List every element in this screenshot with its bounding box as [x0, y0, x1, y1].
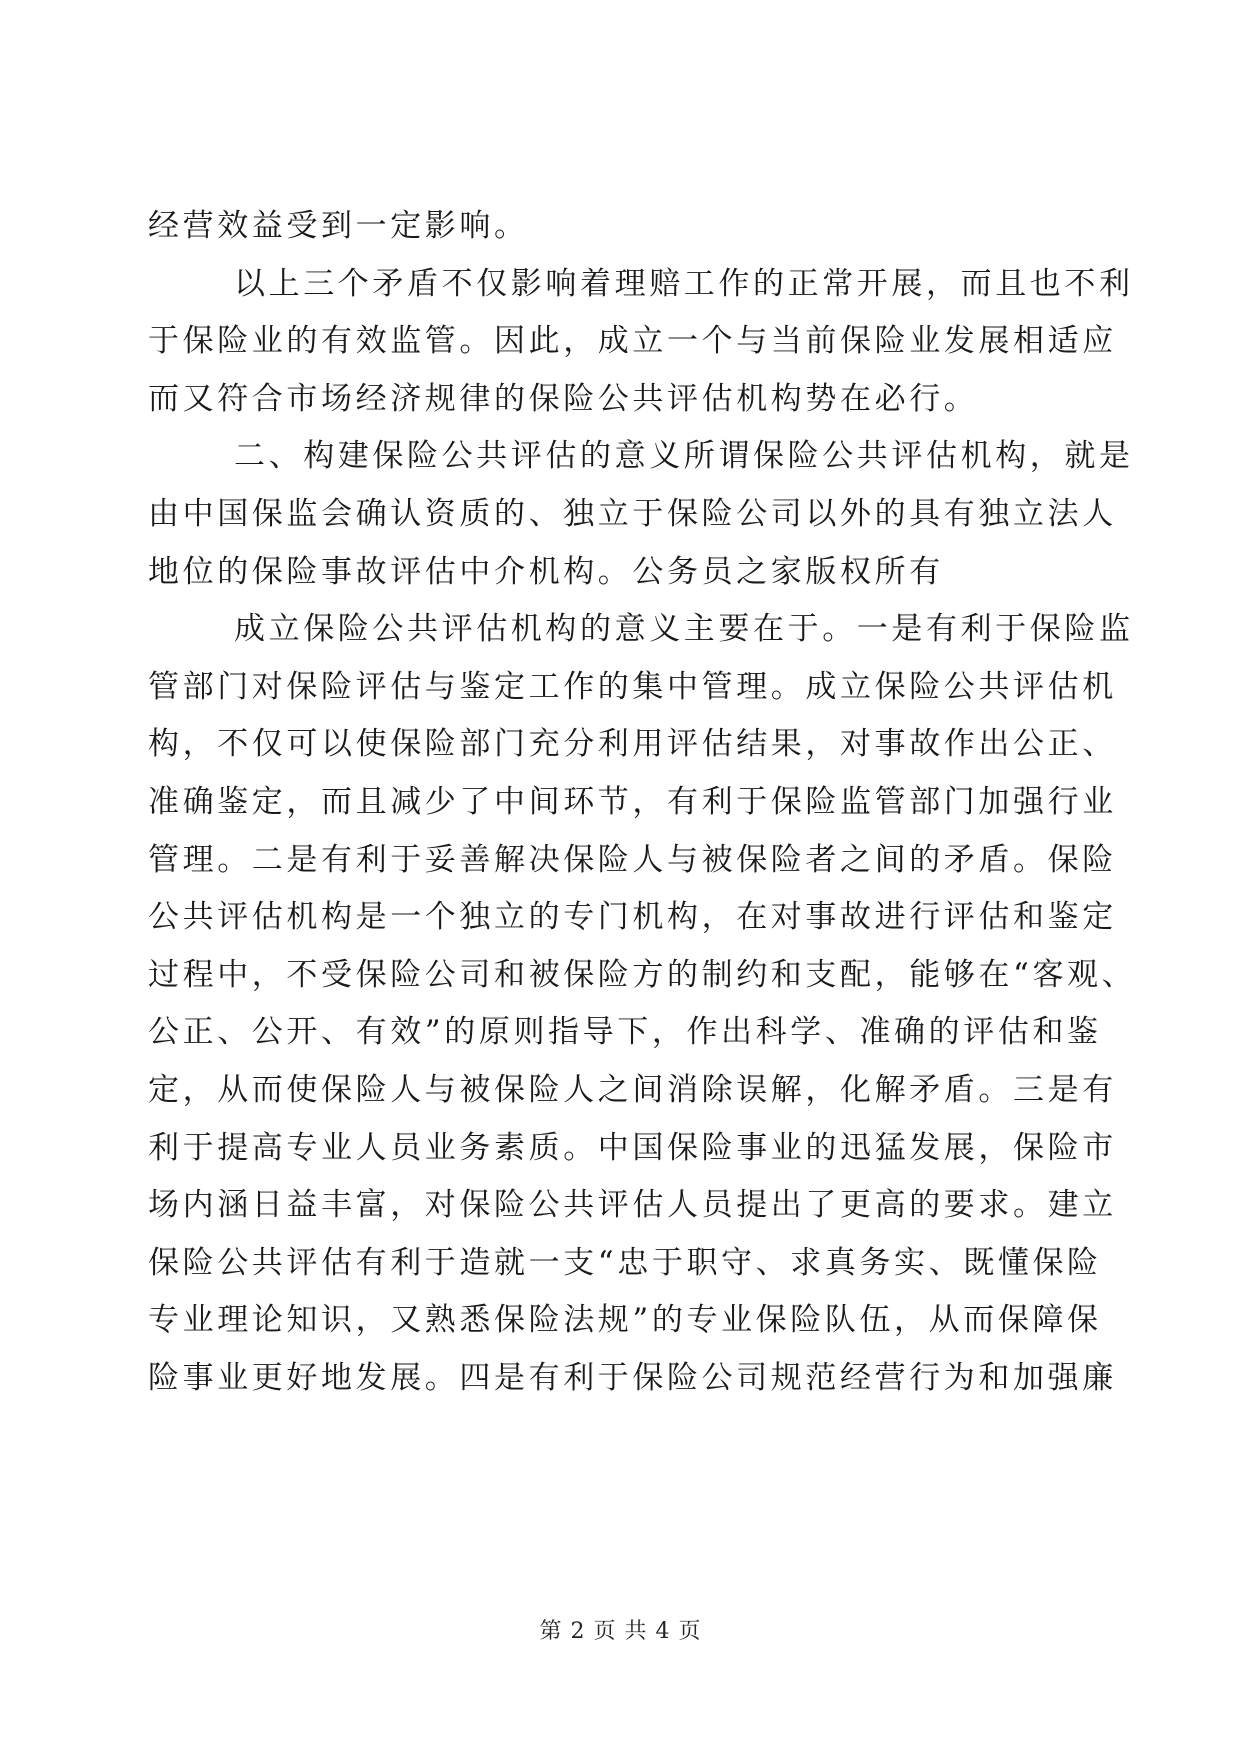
text-line: 于保险业的有效监管。因此，成立一个与当前保险业发展相适应 [148, 323, 1117, 360]
text-line: 过程中，不受保险公司和被保险方的制约和支配，能够在“客观、 [148, 956, 1137, 993]
text-line: 经营效益受到一定影响。 [148, 208, 529, 244]
text-line: 利于提高专业人员业务素质。中国保险事业的迅猛发展，保险市 [148, 1129, 1117, 1166]
page-number-footer: 第 2 页 共 4 页 [539, 1619, 702, 1644]
text-line: 而又符合市场经济规律的保险公共评估机构势在必行。 [148, 380, 979, 417]
text-line: 由中国保监会确认资质的、独立于保险公司以外的具有独立法人 [148, 495, 1117, 532]
paragraph-first-line: 二、构建保险公共评估的意义所谓保险公共评估机构，就是 [234, 438, 1134, 475]
text-line: 准确鉴定，而且减少了中间环节，有利于保险监管部门加强行业 [148, 783, 1117, 820]
text-line: 管部门对保险评估与鉴定工作的集中管理。成立保险公共评估机 [148, 668, 1117, 705]
text-line: 公共评估机构是一个独立的专门机构，在对事故进行评估和鉴定 [148, 899, 1117, 936]
text-line: 公正、公开、有效”的原则指导下，作出科学、准确的评估和鉴 [148, 1014, 1102, 1051]
text-line: 管理。二是有利于妥善解决保险人与被保险者之间的矛盾。保险 [148, 841, 1117, 878]
text-line: 场内涵日益丰富，对保险公共评估人员提出了更高的要求。建立 [148, 1187, 1117, 1224]
text-line: 定，从而使保险人与被保险人之间消除误解，化解矛盾。三是有 [148, 1071, 1117, 1108]
text-line: 构，不仅可以使保险部门充分利用评估结果，对事故作出公正、 [148, 726, 1117, 763]
text-line: 地位的保险事故评估中介机构。公务员之家版权所有 [148, 553, 944, 590]
text-line: 专业理论知识，又熟悉保险法规”的专业保险队伍，从而保障保 [148, 1302, 1102, 1339]
text-line: 保险公共评估有利于造就一支“忠于职守、求真务实、既懂保险 [148, 1244, 1102, 1281]
paragraph-first-line: 以上三个矛盾不仅影响着理赔工作的正常开展，而且也不利 [234, 265, 1134, 302]
text-line: 险事业更好地发展。四是有利于保险公司规范经营行为和加强廉 [148, 1359, 1117, 1396]
paragraph-first-line: 成立保险公共评估机构的意义主要在于。一是有利于保险监 [234, 611, 1134, 648]
document-body [148, 198, 1137, 1407]
